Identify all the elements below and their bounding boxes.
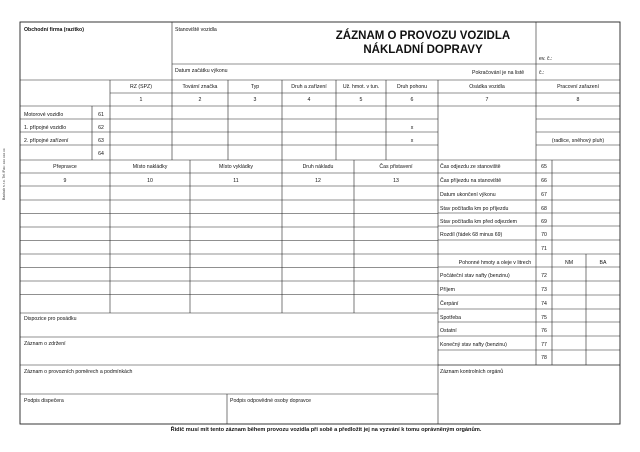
transport-col-header-10: Místo nakládky xyxy=(132,164,168,170)
right-label-68: Stav počítadla km po příjezdu xyxy=(440,206,509,212)
transport-col-num-10: 10 xyxy=(147,178,153,184)
delay-record-label: Záznam o zdržení xyxy=(24,341,66,347)
fuel-label-77: Konečný stav nafty (benzinu) xyxy=(440,342,507,348)
col-num-5: 5 xyxy=(359,97,363,103)
transport-col-num-9: 9 xyxy=(63,178,67,184)
col-num-4: 4 xyxy=(307,97,311,103)
row-note-63: (radlice, sněhový pluh) xyxy=(551,138,605,144)
reg-no-label: ev. č.: xyxy=(539,56,553,62)
col-header-4: Druh a zařízení xyxy=(291,84,327,90)
right-code-69: 69 xyxy=(541,219,547,225)
right-code-65: 65 xyxy=(541,164,547,170)
row-code-61: 61 xyxy=(98,112,104,118)
fuel-label-75: Spotřeba xyxy=(440,315,462,321)
form-title-line2: NÁKLADNÍ DOPRAVY xyxy=(363,44,483,56)
col-header-6: Druh pohonu xyxy=(397,84,427,90)
row-code-62: 62 xyxy=(98,125,104,131)
fuel-code-77: 77 xyxy=(541,342,547,348)
fuel-code-75: 75 xyxy=(541,315,547,321)
right-code-67: 67 xyxy=(541,192,547,198)
col-num-2: 2 xyxy=(198,97,202,103)
col-num-3: 3 xyxy=(253,97,257,103)
right-code-71: 71 xyxy=(541,246,547,252)
col-header-5: Už. hmot. v tun. xyxy=(342,84,380,90)
col-header-2: Tovární značka xyxy=(182,84,218,90)
col-num-8: 8 xyxy=(576,97,580,103)
row-label-motor-vehicle: Motorové vozidlo xyxy=(24,112,64,118)
transport-col-header-13: Čas přistavení xyxy=(379,164,413,170)
fuel-col-ba: BA xyxy=(599,260,607,266)
continuation-no-label: č.: xyxy=(539,70,545,76)
fuel-code-78: 78 xyxy=(541,355,547,361)
right-label-67: Datum ukončení výkonu xyxy=(440,192,496,198)
fuel-code-74: 74 xyxy=(541,301,547,307)
row-code-63: 63 xyxy=(98,138,104,144)
row-label-trailer-1: 1. přípojné vozidlo xyxy=(24,125,67,131)
responsible-signature-label: Podpis odpovědné osoby dopravce xyxy=(230,398,312,404)
dispatcher-signature-label: Podpis dispečera xyxy=(24,398,64,404)
col-header-7: Osádka vozidla xyxy=(469,84,505,90)
right-label-65: Čas odjezdu ze stanoviště xyxy=(440,164,501,170)
form-title-line1: ZÁZNAM O PROVOZU VOZIDLA xyxy=(335,30,511,42)
side-print-info: Baobab s.r.o. Tel./Fax: xxx xxx xx xyxy=(2,148,6,200)
right-code-70: 70 xyxy=(541,232,547,238)
col-header-8: Pracovní zařazení xyxy=(557,84,599,90)
right-label-69: Stav počítadla km před odjezdem xyxy=(440,219,517,225)
right-code-68: 68 xyxy=(541,206,547,212)
col-num-7: 7 xyxy=(485,97,489,103)
row-code-64: 64 xyxy=(98,151,104,157)
fuel-label-76: Ostatní xyxy=(440,328,457,334)
fuel-header: Pohonné hmoty a oleje v litrech xyxy=(458,260,532,266)
transport-col-header-11: Místo vykládky xyxy=(218,164,253,170)
fuel-label-73: Příjem xyxy=(440,287,455,293)
fuel-code-76: 76 xyxy=(541,328,547,334)
col-header-1: RZ (SPZ) xyxy=(130,84,152,90)
transport-col-header-12: Druh nákladu xyxy=(302,164,334,170)
continuation-label: Pokračování je na listě xyxy=(472,70,525,76)
station-label: Stanoviště vozidla xyxy=(175,27,217,33)
driver-instructions-label: Dispozice pro posádku xyxy=(24,316,77,322)
transport-col-num-12: 12 xyxy=(315,178,321,184)
col-num-6: 6 xyxy=(410,97,414,103)
start-date-label: Datum začátku výkonu xyxy=(175,68,228,74)
transport-col-num-11: 11 xyxy=(233,178,239,184)
fuel-label-74: Čerpání xyxy=(440,301,459,307)
col-num-1: 1 xyxy=(139,97,143,103)
operating-conditions-label: Záznam o provozních poměrech a podmínkách xyxy=(24,369,133,375)
row-drive-mark-62: x xyxy=(410,125,414,131)
transport-col-num-13: 13 xyxy=(393,178,399,184)
right-code-66: 66 xyxy=(541,178,547,184)
fuel-code-72: 72 xyxy=(541,273,547,279)
row-label-trailer-2: 2. přípojné zařízení xyxy=(24,138,69,144)
control-record-label: Záznam kontrolních orgánů xyxy=(440,369,504,375)
firm-label: Obchodní firma (razítko) xyxy=(24,27,84,33)
fuel-col-nm: NM xyxy=(564,260,574,266)
col-header-3: Typ xyxy=(250,84,260,90)
footer-note: Řidič musí mít tento záznam během provozu vozidla při sobě a předložit jej na vyzvání k tomu oprávněným orgánům. xyxy=(170,427,482,433)
right-label-66: Čas příjezdu na stanoviště xyxy=(440,178,502,184)
row-drive-mark-63: x xyxy=(410,138,414,144)
fuel-code-73: 73 xyxy=(541,287,547,293)
right-label-70: Rozdíl (řádek 68 minus 69) xyxy=(440,232,503,238)
transport-col-header-9: Přepravce xyxy=(53,164,77,170)
fuel-label-72: Počáteční stav nafty (benzinu) xyxy=(440,273,510,279)
